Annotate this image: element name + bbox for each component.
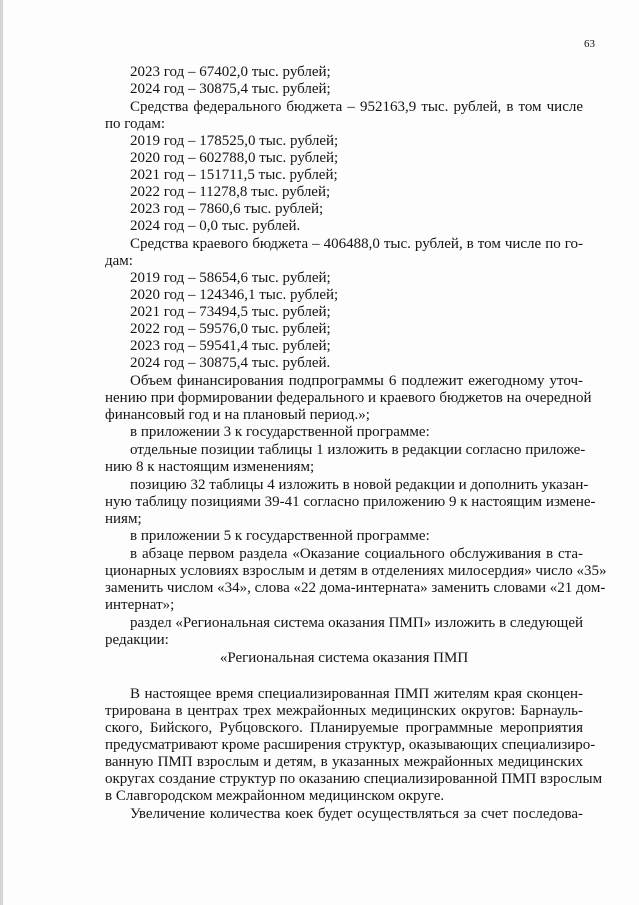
text-line: 2024 год – 0,0 тыс. рублей. — [130, 218, 301, 234]
text-line: в приложении 5 к государственной программе: — [130, 528, 430, 544]
text-line: 2021 год – 151711,5 тыс. рублей; — [130, 167, 338, 183]
text-line: 2022 год – 11278,8 тыс. рублей; — [130, 184, 331, 200]
text-line: интернат»; — [105, 597, 175, 613]
text-line: 2021 год – 73494,5 тыс. рублей; — [130, 304, 331, 320]
text-line: 2023 год – 67402,0 тыс. рублей; — [130, 64, 331, 80]
text-line: трирована в центрах трех межрайонных медицинских округов: Барнауль- — [105, 703, 583, 719]
text-line: заменить числом «34», слова «22 дома-интерната» заменить словами «21 дом- — [105, 580, 606, 596]
text-line: 2019 год – 178525,0 тыс. рублей; — [130, 133, 339, 149]
text-line: по годам: — [105, 116, 166, 132]
text-line: в приложении 3 к государственной программе: — [130, 424, 430, 440]
text-line: 2022 год – 59576,0 тыс. рублей; — [130, 321, 331, 337]
text-line: 2024 год – 30875,4 тыс. рублей; — [130, 81, 331, 97]
text-line: Средства федерального бюджета – 952163,9 тыс. рублей, в том числе — [130, 99, 583, 115]
text-line: нию 8 к настоящим изменениям; — [105, 459, 315, 475]
text-line: Средства краевого бюджета – 406488,0 тыс. рублей, в том числе по го- — [130, 236, 583, 252]
text-line: Объем финансирования подпрограммы 6 подлежит ежегодному уточ- — [130, 373, 583, 389]
text-line: в Славгородском межрайонном медицинском округе. — [105, 788, 445, 804]
text-line: ную таблицу позициями 39-41 согласно приложению 9 к настоящим измене- — [105, 494, 596, 510]
text-line: округах создание структур по оказанию специализированной ПМП взрослым — [105, 771, 603, 787]
text-line: редакции: — [105, 632, 169, 648]
text-line: 2020 год – 602788,0 тыс. рублей; — [130, 150, 339, 166]
text-line: отдельные позиции таблицы 1 изложить в редакции согласно приложе- — [130, 442, 586, 458]
scan-edge — [0, 0, 3, 905]
text-line: позицию 32 таблицы 4 изложить в новой редакции и дополнить указан- — [130, 477, 589, 493]
text-line: дам: — [105, 253, 133, 269]
text-line: 2023 год – 7860,6 тыс. рублей; — [130, 201, 324, 217]
text-line: Увеличение количества коек будет осуществляться за счет последова- — [130, 806, 583, 822]
text-line: 2024 год – 30875,4 тыс. рублей. — [130, 355, 331, 371]
text-line: В настоящее время специализированная ПМП жителям края сконцен- — [130, 686, 583, 702]
text-line: в абзаце первом раздела «Оказание социального обслуживания в ста- — [130, 546, 583, 562]
text-line: 2020 год – 124346,1 тыс. рублей; — [130, 287, 339, 303]
text-line: ционарных условиях взрослым и детям в отделениях милосердия» число «35» — [105, 563, 607, 579]
text-line: нению при формировании федерального и краевого бюджетов на очередной — [105, 390, 592, 406]
text-line: предусматривают кроме расширения структур, оказывающих специализиро- — [105, 737, 596, 753]
page-number: 63 — [584, 38, 595, 50]
text-line: ского, Бийского, Рубцовского. Планируемые программные мероприятия — [105, 720, 583, 736]
text-line: ниям; — [105, 511, 142, 527]
text-line: 2023 год – 59541,4 тыс. рублей; — [130, 338, 331, 354]
text-line: 2019 год – 58654,6 тыс. рублей; — [130, 270, 331, 286]
section-heading: «Региональная система оказания ПМП — [219, 650, 469, 666]
text-line: ванную ПМП взрослым и детям, в указанных межрайонных медицинских — [105, 754, 583, 770]
text-line: финансовый год и на плановый период.»; — [105, 407, 370, 423]
text-line: раздел «Региональная система оказания ПМП» изложить в следующей — [130, 615, 584, 631]
